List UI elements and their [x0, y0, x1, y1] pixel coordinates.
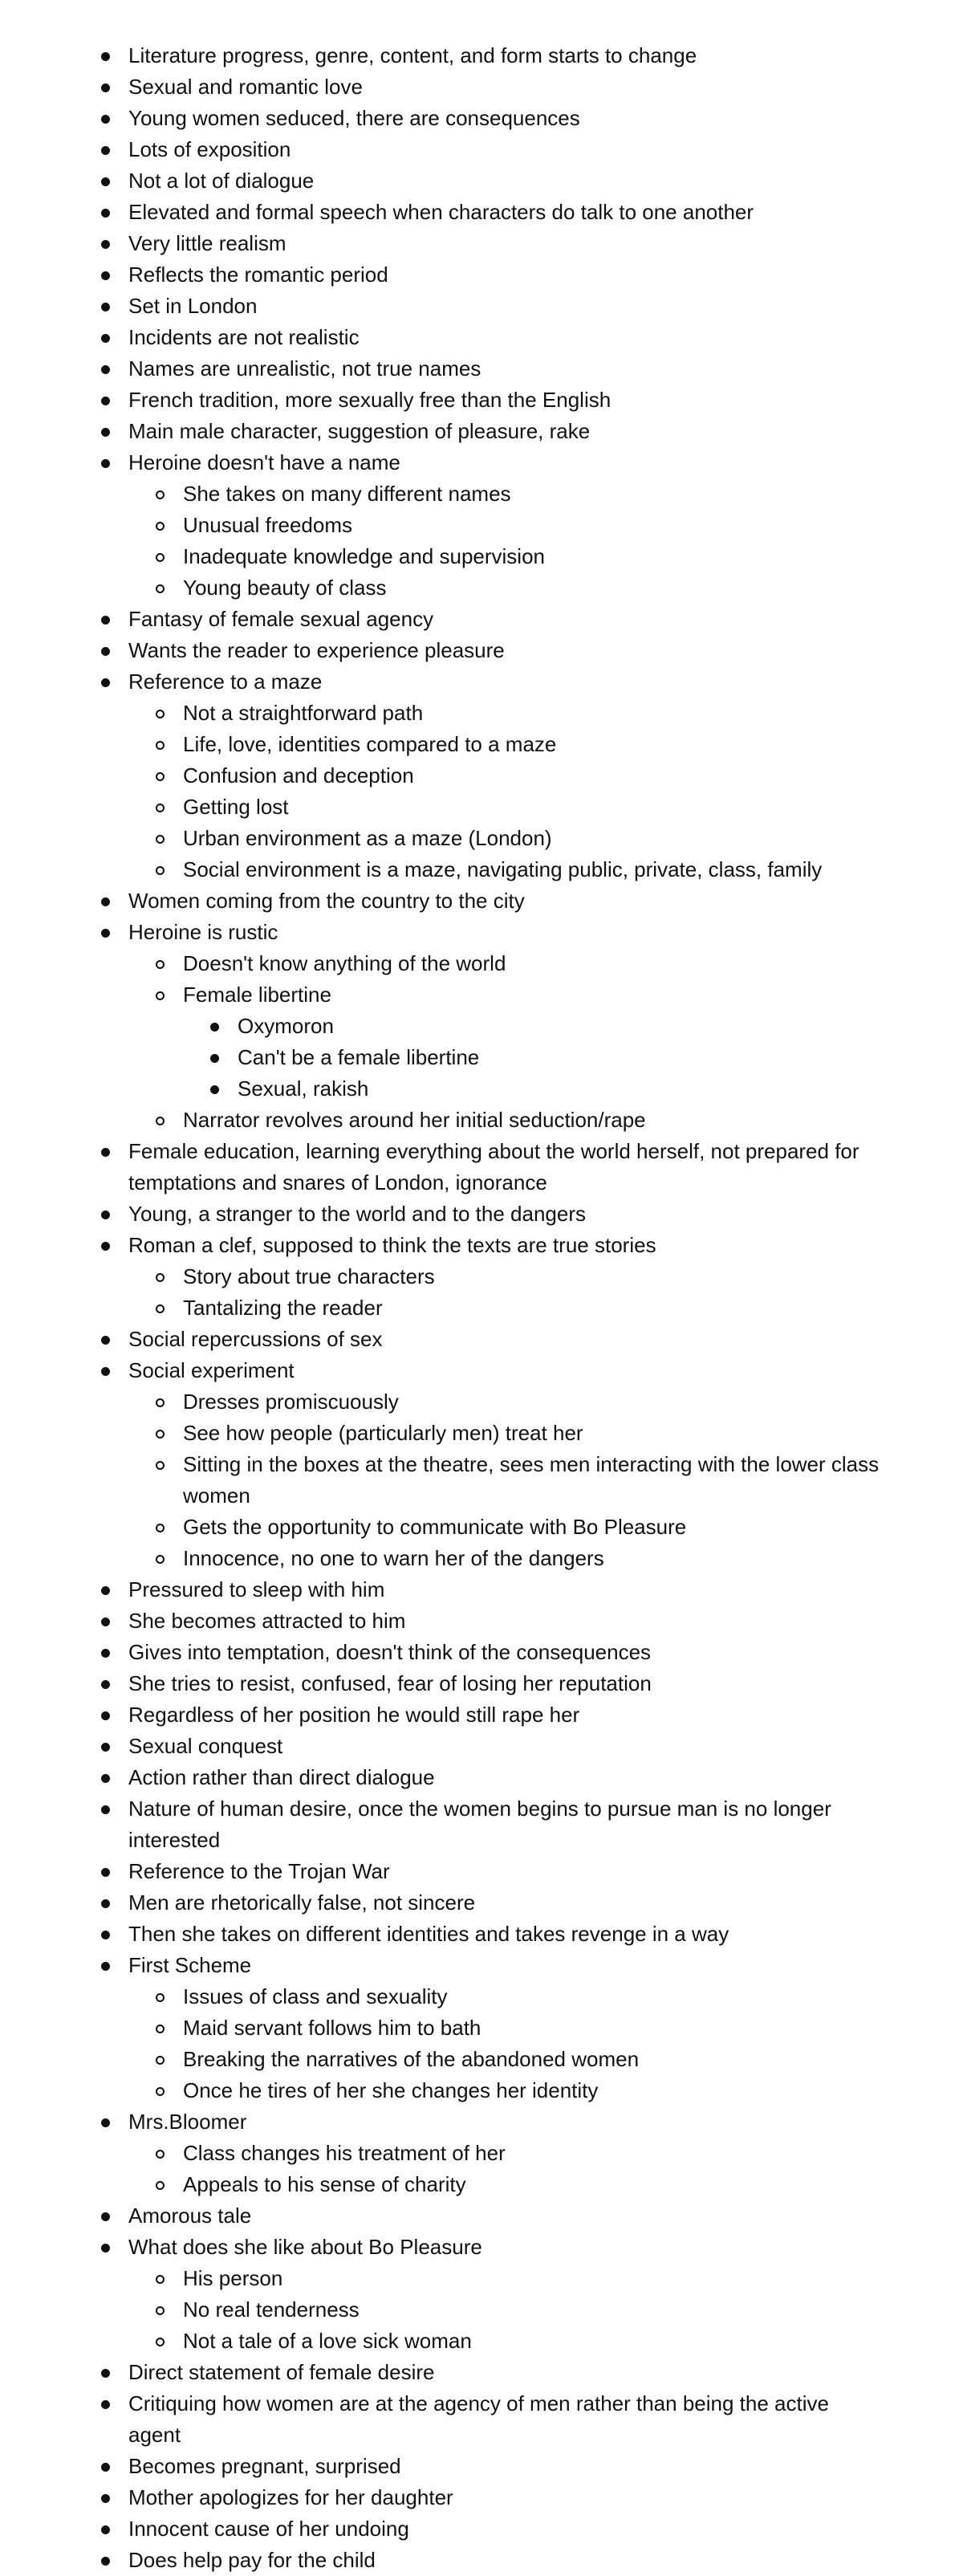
bullet-text: Inadequate knowledge and supervision — [183, 544, 546, 568]
bullet-text: Narrator revolves around her initial seduction/rape — [183, 1108, 646, 1132]
filled-bullet-icon — [101, 2494, 110, 2503]
bullet-item — [0, 1605, 883, 1637]
hollow-bullet-icon — [156, 1304, 165, 1313]
bullet-text: No real tenderness — [183, 2297, 360, 2322]
sub-bullet-item — [0, 1981, 889, 2012]
bullet-text: Social repercussions of sex — [128, 1327, 383, 1351]
bullet-item — [0, 1355, 883, 1386]
bullet-text: Young beauty of class — [183, 576, 387, 600]
sub-bullet-item — [0, 1543, 889, 1574]
bullet-item — [0, 1793, 883, 1856]
bullet-text: Issues of class and sexuality — [183, 1984, 448, 2008]
sub-bullet-item — [0, 2044, 889, 2075]
sub-bullet-item — [0, 854, 889, 885]
bullet-text: Maid servant follows him to bath — [183, 2016, 482, 2040]
filled-bullet-icon — [101, 616, 110, 625]
bullet-text: Pressured to sleep with him — [128, 1577, 385, 1601]
bullet-text: Can't be a female libertine — [238, 1045, 480, 1069]
sub-bullet-item — [0, 510, 889, 541]
bullet-text: She becomes attracted to him — [128, 1609, 406, 1633]
bullet-text: She takes on many different names — [183, 482, 511, 506]
bullet-text: Class changes his treatment of her — [183, 2141, 506, 2165]
bullet-text: Sexual, rakish — [238, 1076, 369, 1101]
bullet-text: Mother apologizes for her daughter — [128, 2485, 453, 2509]
filled-bullet-icon — [101, 1743, 110, 1752]
bullet-text: Female education, learning everything about the world herself, not prepared for temptations and snares of London, ignorance — [128, 1139, 859, 1194]
filled-bullet-icon — [101, 2557, 110, 2566]
hollow-bullet-icon — [156, 1430, 165, 1439]
filled-bullet-icon — [101, 1586, 110, 1595]
bullet-item — [0, 2388, 883, 2451]
bullet-text: Story about true characters — [183, 1264, 435, 1288]
bullet-text: Young women seduced, there are consequences — [128, 106, 580, 130]
hollow-bullet-icon — [156, 835, 165, 844]
sub-bullet-item — [0, 572, 889, 604]
bullet-item — [0, 1699, 883, 1731]
bullet-text: Very little realism — [128, 231, 286, 255]
bullet-item — [0, 385, 883, 416]
bullet-item — [0, 291, 883, 322]
bullet-item — [0, 1856, 883, 1887]
bullet-text: Not a lot of dialogue — [128, 169, 315, 193]
hollow-bullet-icon — [156, 2150, 165, 2159]
sub-bullet-item — [0, 2012, 889, 2044]
sub-bullet-item — [0, 2294, 889, 2326]
bullet-text: Oxymoron — [238, 1014, 334, 1038]
hollow-bullet-icon — [156, 866, 165, 875]
sub-bullet-item — [0, 2138, 889, 2169]
filled-bullet-icon — [101, 52, 110, 61]
bullet-text: See how people (particularly men) treat her — [183, 1421, 583, 1445]
sub-bullet-item — [0, 792, 889, 823]
bullet-text: Direct statement of female desire — [128, 2360, 435, 2384]
sub-bullet-item — [0, 541, 889, 572]
filled-bullet-icon — [101, 2212, 110, 2221]
bullet-item — [0, 447, 883, 478]
bullet-text: Unusual freedoms — [183, 513, 352, 537]
bullet-text: Incidents are not realistic — [128, 325, 360, 349]
filled-bullet-icon — [101, 1868, 110, 1877]
bullet-text: Heroine is rustic — [128, 920, 278, 944]
bullet-text: Nature of human desire, once the women begins to pursue man is no longer interested — [128, 1797, 831, 1852]
sub-bullet-item — [0, 1261, 889, 1292]
bullet-item — [0, 1637, 883, 1668]
bullet-item — [0, 1324, 883, 1355]
sub-bullet-item — [0, 698, 889, 729]
filled-bullet-icon — [101, 1148, 110, 1157]
filled-bullet-icon — [210, 1023, 219, 1032]
bullet-item — [0, 1230, 883, 1261]
filled-bullet-icon — [101, 271, 110, 280]
bullet-text: Not a tale of a love sick woman — [183, 2329, 472, 2353]
bullet-text: Mrs.Bloomer — [128, 2110, 247, 2134]
sub-bullet-item — [0, 2326, 889, 2357]
bullet-text: What does she like about Bo Pleasure — [128, 2235, 482, 2259]
filled-bullet-icon — [101, 897, 110, 906]
bullet-item — [0, 2545, 883, 2576]
bullet-text: Becomes pregnant, surprised — [128, 2454, 401, 2478]
bullet-text: Main male character, suggestion of pleasure, rake — [128, 419, 591, 443]
bullet-text: She tries to resist, confused, fear of losing her reputation — [128, 1671, 652, 1695]
sub-bullet-item — [0, 948, 889, 979]
sub-bullet-item — [0, 2263, 889, 2294]
hollow-bullet-icon — [156, 741, 165, 750]
hollow-bullet-icon — [156, 2181, 165, 2190]
bullet-item — [0, 604, 883, 635]
bullet-item — [0, 416, 883, 447]
filled-bullet-icon — [101, 1931, 110, 1939]
sub-bullet-item — [0, 1105, 889, 1136]
bullet-text: Reference to the Trojan War — [128, 1859, 390, 1883]
hollow-bullet-icon — [156, 804, 165, 812]
hollow-bullet-icon — [156, 553, 165, 562]
bullet-text: Wants the reader to experience pleasure — [128, 638, 505, 662]
filled-bullet-icon — [101, 1962, 110, 1971]
bullet-item — [0, 228, 883, 259]
filled-bullet-icon — [101, 2525, 110, 2534]
sub-bullet-item — [0, 1292, 889, 1324]
bullet-item — [0, 635, 883, 666]
sub-sub-bullet-item — [0, 1073, 896, 1105]
bullet-text: Social experiment — [128, 1358, 295, 1382]
bullet-item — [0, 2357, 883, 2388]
hollow-bullet-icon — [156, 2275, 165, 2284]
sub-bullet-item — [0, 1512, 889, 1543]
filled-bullet-icon — [101, 428, 110, 437]
hollow-bullet-icon — [156, 1993, 165, 2002]
sub-bullet-item — [0, 1418, 889, 1449]
bullet-text: Fantasy of female sexual agency — [128, 607, 434, 631]
filled-bullet-icon — [101, 365, 110, 374]
bullet-item — [0, 2482, 883, 2513]
bullet-text: Heroine doesn't have a name — [128, 450, 400, 474]
filled-bullet-icon — [101, 1649, 110, 1658]
bullet-text: Once he tires of her she changes her identity — [183, 2078, 599, 2102]
sub-bullet-item — [0, 729, 889, 760]
bullet-item — [0, 322, 883, 353]
hollow-bullet-icon — [156, 1461, 165, 1470]
bullet-text: Dresses promiscuously — [183, 1390, 399, 1414]
filled-bullet-icon — [210, 1054, 219, 1063]
filled-bullet-icon — [101, 2244, 110, 2252]
bullet-text: His person — [183, 2266, 283, 2290]
bullet-item — [0, 1731, 883, 1762]
filled-bullet-icon — [101, 929, 110, 938]
sub-bullet-item — [0, 1386, 889, 1418]
bullet-text: French tradition, more sexually free than the English — [128, 388, 612, 412]
hollow-bullet-icon — [156, 490, 165, 499]
bullet-text: Tantalizing the reader — [183, 1296, 383, 1320]
filled-bullet-icon — [101, 1242, 110, 1251]
bullet-text: Not a straightforward path — [183, 701, 424, 725]
hollow-bullet-icon — [156, 772, 165, 781]
filled-bullet-icon — [101, 1805, 110, 1814]
filled-bullet-icon — [210, 1085, 219, 1094]
bullet-item — [0, 134, 883, 165]
bullet-text: Doesn't know anything of the world — [183, 951, 506, 975]
hollow-bullet-icon — [156, 1273, 165, 1282]
bullet-item — [0, 1574, 883, 1605]
bullet-item — [0, 2232, 883, 2263]
bullet-item — [0, 165, 883, 197]
sub-bullet-item — [0, 478, 889, 510]
filled-bullet-icon — [101, 1899, 110, 1908]
sub-bullet-item — [0, 760, 889, 792]
bullet-text: Women coming from the country to the city — [128, 889, 525, 913]
sub-bullet-item — [0, 1449, 889, 1512]
filled-bullet-icon — [101, 209, 110, 218]
filled-bullet-icon — [101, 2118, 110, 2127]
hollow-bullet-icon — [156, 960, 165, 969]
bullet-item — [0, 2513, 883, 2545]
hollow-bullet-icon — [156, 522, 165, 531]
filled-bullet-icon — [101, 83, 110, 92]
bullet-text: Lots of exposition — [128, 137, 291, 161]
bullet-text: Men are rhetorically false, not sincere — [128, 1890, 476, 1915]
filled-bullet-icon — [101, 1211, 110, 1219]
filled-bullet-icon — [101, 240, 110, 249]
bullet-text: Gives into temptation, doesn't think of the consequences — [128, 1640, 652, 1664]
bullet-text: Innocent cause of her undoing — [128, 2517, 409, 2541]
filled-bullet-icon — [101, 2369, 110, 2378]
bullet-text: Set in London — [128, 294, 258, 318]
filled-bullet-icon — [101, 334, 110, 343]
filled-bullet-icon — [101, 1367, 110, 1376]
bullet-item — [0, 353, 883, 385]
bullet-item — [0, 1136, 883, 1198]
bullet-text: Innocence, no one to warn her of the dangers — [183, 1546, 604, 1570]
bullet-text: Literature progress, genre, content, and form starts to change — [128, 43, 697, 67]
bullet-text: Then she takes on different identities and takes revenge in a way — [128, 1922, 729, 1946]
hollow-bullet-icon — [156, 1398, 165, 1407]
filled-bullet-icon — [101, 115, 110, 124]
bullet-text: First Scheme — [128, 1953, 252, 1977]
bullet-item — [0, 1198, 883, 1230]
hollow-bullet-icon — [156, 1555, 165, 1564]
bullet-item — [0, 666, 883, 698]
bullet-text: Female libertine — [183, 983, 331, 1007]
hollow-bullet-icon — [156, 2087, 165, 2096]
bullet-text: Roman a clef, supposed to think the texts are true stories — [128, 1233, 656, 1257]
bullet-text: Reflects the romantic period — [128, 262, 388, 287]
filled-bullet-icon — [101, 397, 110, 405]
filled-bullet-icon — [101, 678, 110, 687]
bullet-item — [0, 2200, 883, 2232]
bullet-text: Appeals to his sense of charity — [183, 2172, 466, 2196]
hollow-bullet-icon — [156, 2025, 165, 2033]
filled-bullet-icon — [101, 1711, 110, 1720]
hollow-bullet-icon — [156, 2056, 165, 2065]
bullet-text: Action rather than direct dialogue — [128, 1765, 435, 1789]
hollow-bullet-icon — [156, 991, 165, 1000]
sub-sub-bullet-item — [0, 1042, 896, 1073]
bullet-item — [0, 1950, 883, 1981]
filled-bullet-icon — [101, 459, 110, 468]
bulleted-notes-list — [0, 40, 963, 2576]
sub-bullet-item — [0, 823, 889, 854]
bullet-item — [0, 2106, 883, 2138]
bullet-item — [0, 197, 883, 228]
sub-sub-bullet-item — [0, 1011, 896, 1042]
bullet-text: Breaking the narratives of the abandoned women — [183, 2047, 640, 2071]
bullet-item — [0, 1668, 883, 1699]
bullet-text: Reference to a maze — [128, 669, 323, 694]
bullet-item — [0, 885, 883, 917]
filled-bullet-icon — [101, 1336, 110, 1345]
filled-bullet-icon — [101, 2463, 110, 2472]
bullet-text: Life, love, identities compared to a maze — [183, 732, 557, 756]
bullet-item — [0, 1762, 883, 1793]
bullet-text: Urban environment as a maze (London) — [183, 826, 552, 850]
bullet-text: Names are unrealistic, not true names — [128, 356, 482, 380]
bullet-text: Social environment is a maze, navigating public, private, class, family — [183, 857, 823, 881]
sub-bullet-item — [0, 2169, 889, 2200]
bullet-item — [0, 917, 883, 948]
hollow-bullet-icon — [156, 1524, 165, 1532]
bullet-text: Young, a stranger to the world and to the dangers — [128, 1202, 586, 1226]
bullet-item — [0, 1887, 883, 1919]
bullet-item — [0, 40, 883, 71]
bullet-text: Sexual and romantic love — [128, 75, 363, 99]
bullet-text: Does help pay for the child — [128, 2548, 376, 2572]
bullet-item — [0, 71, 883, 103]
filled-bullet-icon — [101, 1618, 110, 1626]
bullet-item — [0, 1919, 883, 1950]
sub-bullet-item — [0, 979, 889, 1011]
filled-bullet-icon — [101, 647, 110, 656]
bullet-text: Getting lost — [183, 795, 289, 819]
filled-bullet-icon — [101, 177, 110, 186]
hollow-bullet-icon — [156, 1117, 165, 1125]
bullet-item — [0, 259, 883, 291]
bullet-text: Critiquing how women are at the agency of men rather than being the active agent — [128, 2391, 829, 2447]
bullet-text: Gets the opportunity to communicate with Bo Pleasure — [183, 1515, 687, 1539]
filled-bullet-icon — [101, 303, 110, 311]
bullet-text: Elevated and formal speech when characters do talk to one another — [128, 200, 754, 224]
bullet-text: Confusion and deception — [183, 763, 414, 787]
bullet-text: Sexual conquest — [128, 1734, 283, 1758]
bullet-text: Amorous tale — [128, 2204, 252, 2228]
bullet-item — [0, 103, 883, 134]
filled-bullet-icon — [101, 146, 110, 155]
hollow-bullet-icon — [156, 710, 165, 718]
filled-bullet-icon — [101, 2400, 110, 2409]
filled-bullet-icon — [101, 1680, 110, 1689]
hollow-bullet-icon — [156, 584, 165, 593]
hollow-bullet-icon — [156, 2306, 165, 2315]
bullet-text: Regardless of her position he would still rape her — [128, 1703, 580, 1727]
sub-bullet-item — [0, 2075, 889, 2106]
bullet-item — [0, 2451, 883, 2482]
bullet-text: Sitting in the boxes at the theatre, sees men interacting with the lower class women — [183, 1452, 880, 1508]
hollow-bullet-icon — [156, 2338, 165, 2346]
filled-bullet-icon — [101, 1774, 110, 1783]
